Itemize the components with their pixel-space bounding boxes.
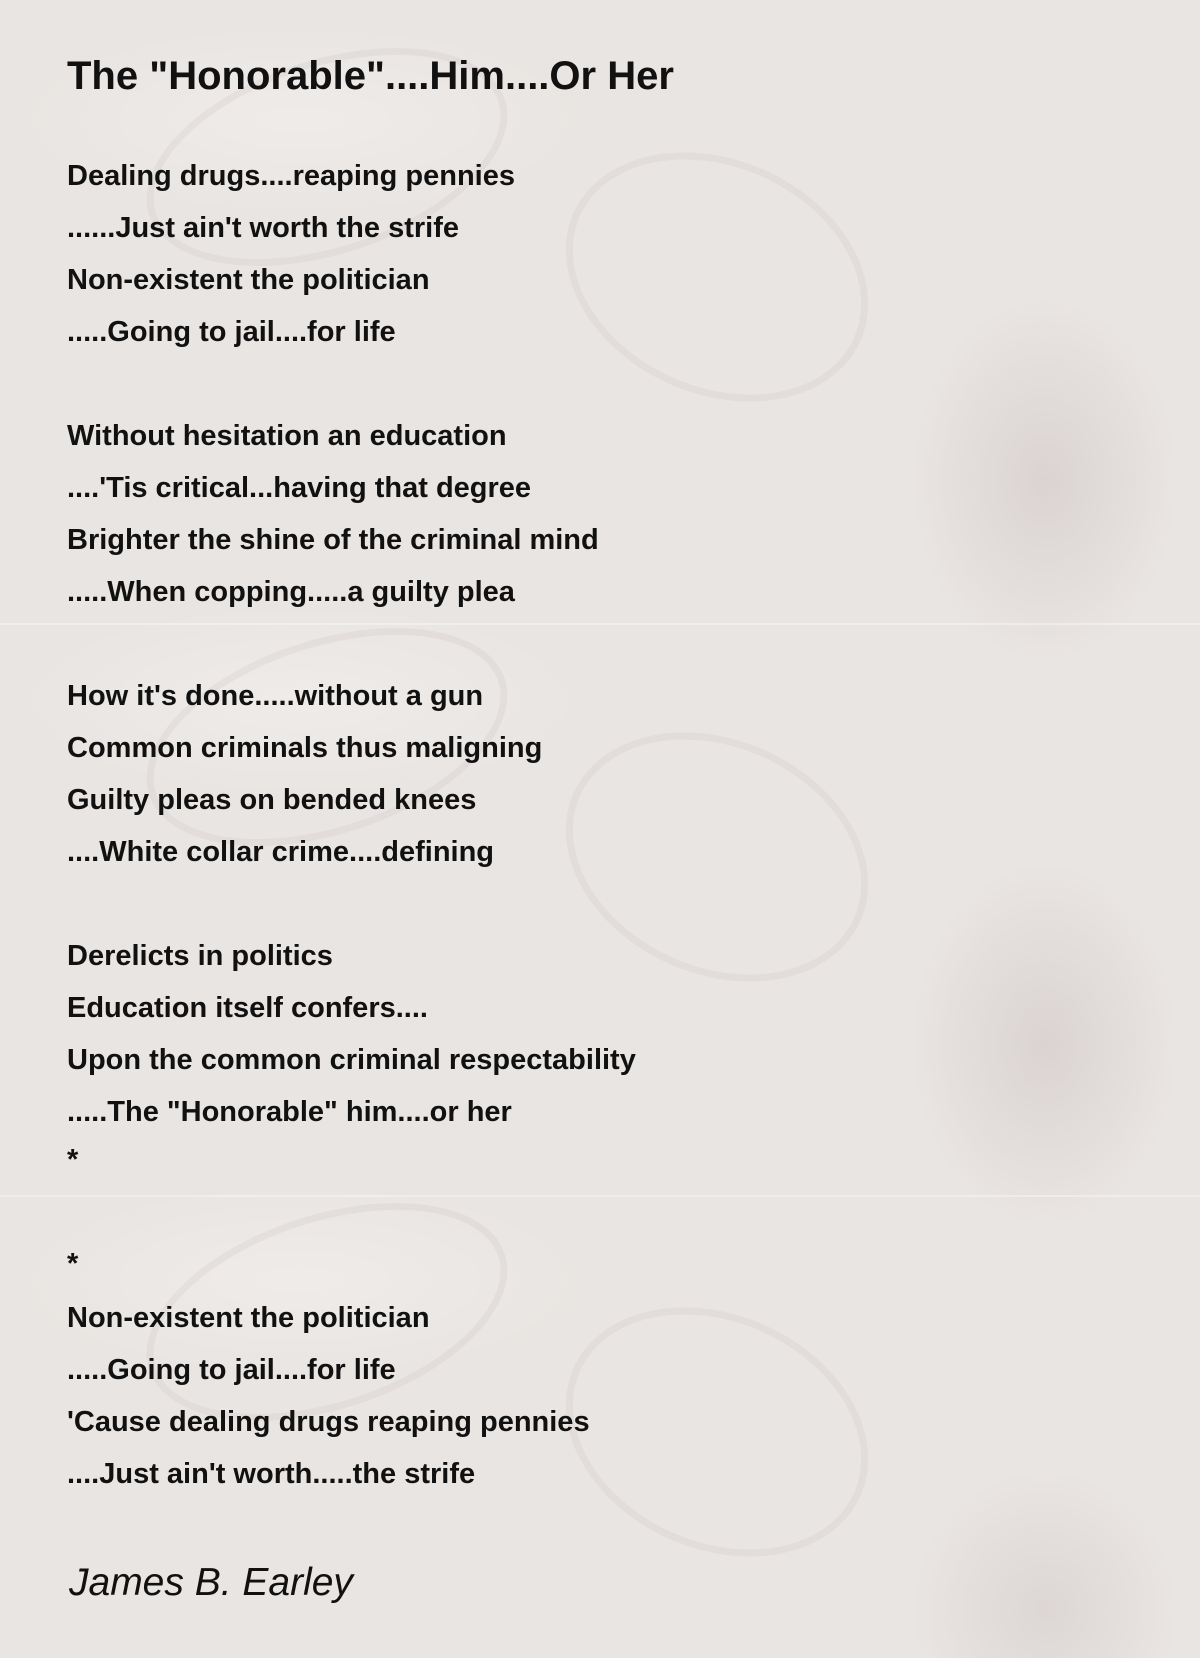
poem-line: .....Going to jail....for life [67, 316, 396, 348]
poem-line: .....The "Honorable" him....or her [67, 1096, 512, 1128]
poem-line: Brighter the shine of the criminal mind [67, 524, 599, 556]
poem-line: Without hesitation an education [67, 420, 507, 452]
poem-line: ....'Tis critical...having that degree [67, 472, 532, 504]
poem-line: Derelicts in politics [67, 940, 333, 972]
stanza-5 [67, 1242, 636, 1500]
poem-body [67, 150, 636, 1500]
poem-line: Non-existent the politician [67, 1302, 430, 1334]
poem-line: ....White collar crime....defining [67, 836, 495, 868]
author-name: James B. Earley [69, 1561, 353, 1604]
poem-line: ......Just ain't worth the strife [67, 212, 459, 244]
poem-line: Upon the common criminal respectability [67, 1044, 636, 1076]
stanza-gap [67, 618, 636, 670]
poem-line: .....Going to jail....for life [67, 1354, 396, 1386]
stanza-gap [67, 358, 636, 410]
poem-title: The "Honorable"....Him....Or Her [67, 54, 674, 98]
poem-line: Guilty pleas on bended knees [67, 784, 477, 816]
stanza-3 [67, 670, 636, 878]
poem-line: Dealing drugs....reaping pennies [67, 160, 515, 192]
poem-line: Common criminals thus maligning [67, 732, 543, 764]
poem-line: * [67, 1248, 79, 1280]
poem-line: How it's done.....without a gun [67, 680, 484, 712]
stanza-2 [67, 410, 636, 618]
poem-line: Non-existent the politician [67, 264, 430, 296]
poem-line: Education itself confers.... [67, 992, 428, 1024]
poem-line: 'Cause dealing drugs reaping pennies [67, 1406, 590, 1438]
stanza-1 [67, 150, 636, 358]
poem-line: ....Just ain't worth.....the strife [67, 1458, 476, 1490]
poem-line: .....When copping.....a guilty plea [67, 576, 515, 608]
poem-line: * [67, 1144, 79, 1176]
stanza-4 [67, 930, 636, 1188]
stanza-gap [67, 1188, 636, 1242]
stanza-gap [67, 878, 636, 930]
